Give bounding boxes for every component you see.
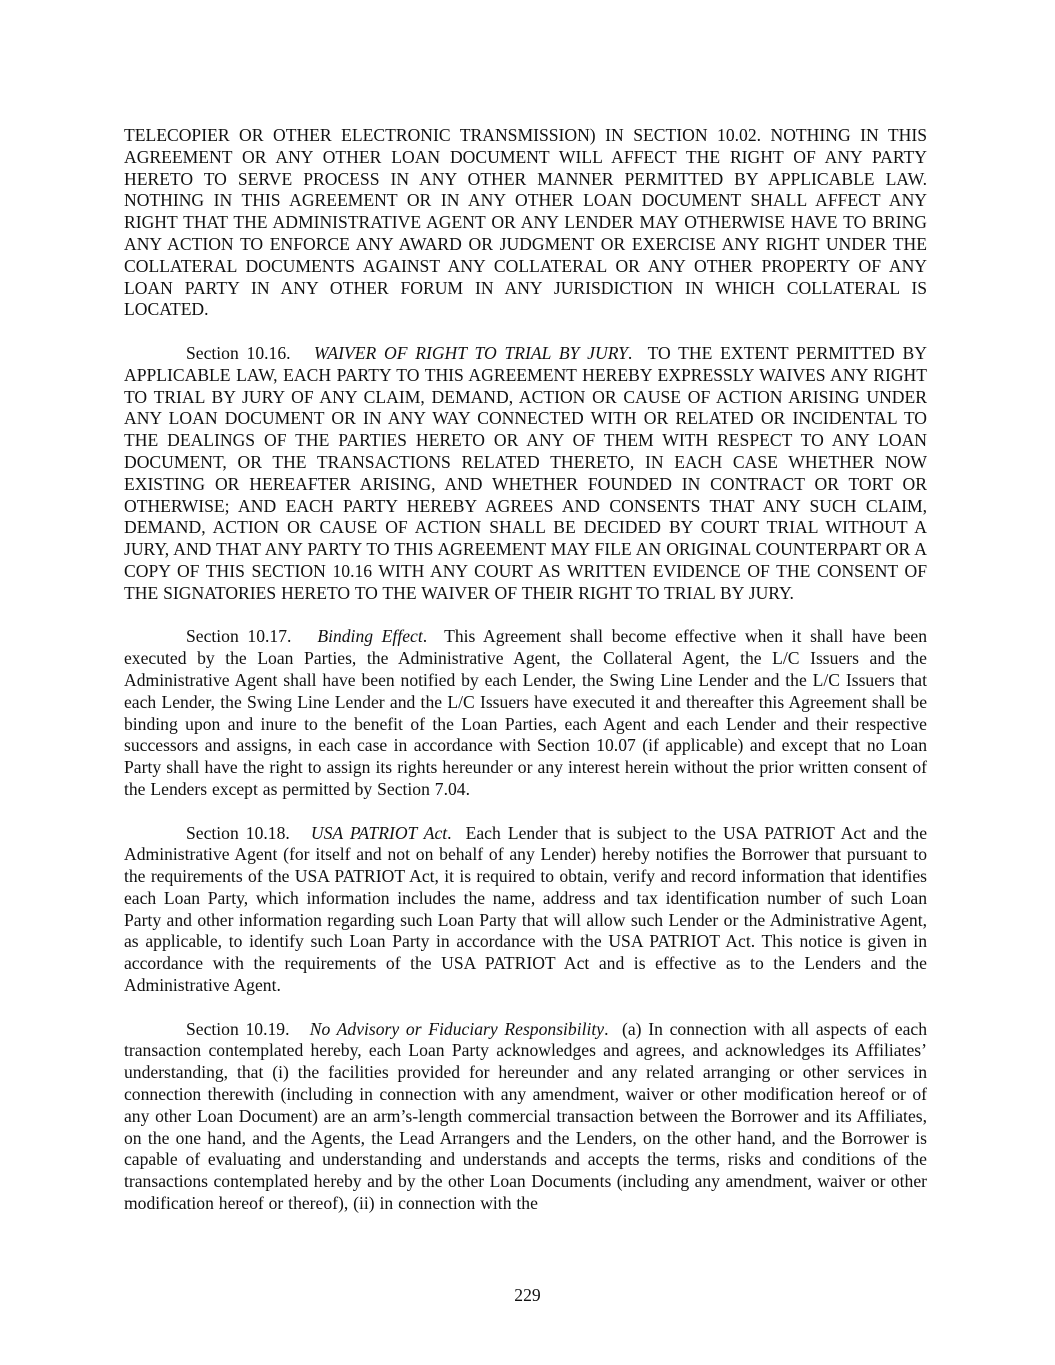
section-10-19: Section 10.19. No Advisory or Fiduciary Responsibility. (a) In connection with all aspects of each transaction contemplated hereby, each Loan Party acknowledges and agrees, and acknowledges its Affiliates’ understanding, that (i) the facilities provided for hereunder and any related arranging or other services in connection therewith (including in connection with any amendment, waiver or other modification hereof or of any other Loan Document) are an arm’s-length commercial transaction between the Borrower and its Affiliates, on the one hand, and the Agents, the Lead Arrangers and the Lenders, on the other hand, and the Borrower is capable of evaluating and understanding and understands and accepts the terms, risks and conditions of the transactions contemplated hereby and by the other Loan Documents (including any amendment, waiver or other modification hereof or thereof), (ii) in connection with the [124, 1018, 928, 1214]
document-page [124, 125, 927, 1237]
section-title: USA PATRIOT Act [310, 822, 448, 843]
section-title: WAIVER OF RIGHT TO TRIAL BY JURY [313, 342, 628, 363]
section-label: Section 10.18. [186, 822, 290, 843]
page-number: 229 [514, 1285, 541, 1305]
section-10-17: Section 10.17. Binding Effect. This Agreement shall become effective when it shall have been executed by the Loan Parties, the Administrative Agent, the Collateral Agent, the L/C Issuers and the Administrative Agent shall have been notified by each Lender, the Swing Line Lender and the L/C Issuers that each Lender, the Swing Line Lender and the L/C Issuers have executed it and thereafter this Agreement shall be binding upon and inure to the benefit of the Loan Parties, each Agent and each Lender and their respective successors and assigns, in each case in accordance with Section 10.07 (if applicable) and except that no Loan Party shall have the right to assign its rights hereunder or any interest herein without the prior written consent of the Lenders except as permitted by Section 7.04. [124, 626, 928, 799]
section-10-16: Section 10.16. WAIVER OF RIGHT TO TRIAL BY JURY. TO THE EXTENT PERMITTED BY APPLICABLE LAW, EACH PARTY TO THIS AGREEMENT HEREBY EXPRESSLY WAIVES ANY RIGHT TO TRIAL BY JURY OF ANY CLAIM, DEMAND, ACTION OR CAUSE OF ACTION ARISING UNDER ANY LOAN DOCUMENT OR IN ANY WAY CONNECTED WITH OR RELATED OR INCIDENTAL TO THE DEALINGS OF THE PARTIES HERETO OR ANY OF THEM WITH RESPECT TO ANY LOAN DOCUMENT, OR THE TRANSACTIONS RELATED THERETO, IN EACH CASE WHETHER NOW EXISTING OR HEREAFTER ARISING, AND WHETHER FOUNDED IN CONTRACT OR TORT OR OTHERWISE; AND EACH PARTY HEREBY AGREES AND CONSENTS THAT ANY SUCH CLAIM, DEMAND, ACTION OR CAUSE OF ACTION SHALL BE DECIDED BY COURT TRIAL WITHOUT A JURY, AND THAT ANY PARTY TO THIS AGREEMENT MAY FILE AN ORIGINAL COUNTERPART OR A COPY OF THIS SECTION 10.16 WITH ANY COURT AS WRITTEN EVIDENCE OF THE CONSENT OF THE SIGNATORIES HERETO TO THE WAIVER OF THEIR RIGHT TO TRIAL BY JURY. [124, 342, 927, 603]
section-label: Section 10.17. [186, 626, 292, 647]
section-title: No Advisory or Fiduciary Responsibility [309, 1018, 605, 1039]
section-body: (a) In connection with all aspects of each transaction contemplated hereby, each Loan Party acknowledges and agrees, and acknowledges its Affiliates’ understanding, that (i) the facilities provided for hereunder and any related arranging or other services in connection therewith (including in connection with any amendment, waiver or other modification hereof or of any other Loan Document) are an arm’s-length commercial transaction between the Borrower and its Affiliates, on the one hand, and the Agents, the Lead Arrangers and the Lenders, on the other hand, and the Borrower is capable of evaluating and understanding and understands and accepts the terms, risks and conditions of the transactions contemplated hereby and by the other Loan Documents (including any amendment, waiver or other modification hereof or thereof), (ii) in connection with the [124, 1018, 928, 1214]
section-label: Section 10.16. [186, 342, 291, 363]
section-label: Section 10.19. [186, 1018, 290, 1039]
paragraph-continuation [124, 125, 927, 321]
section-title: Binding Effect [317, 626, 423, 647]
section-body: TO THE EXTENT PERMITTED BY APPLICABLE LAW, EACH PARTY TO THIS AGREEMENT HEREBY EXPRESSLY WAIVES ANY RIGHT TO TRIAL BY JURY OF ANY CLAIM, DEMAND, ACTION OR CAUSE OF ACTION ARISING UNDER ANY LOAN DOCUMENT OR IN ANY WAY CONNECTED WITH OR RELATED OR INCIDENTAL TO THE DEALINGS OF THE PARTIES HERETO OR ANY OF THEM WITH RESPECT TO ANY LOAN DOCUMENT, OR THE TRANSACTIONS RELATED THERETO, IN EACH CASE WHETHER NOW EXISTING OR HEREAFTER ARISING, AND WHETHER FOUNDED IN CONTRACT OR TORT OR OTHERWISE; AND EACH PARTY HEREBY AGREES AND CONSENTS THAT ANY SUCH CLAIM, DEMAND, ACTION OR CAUSE OF ACTION SHALL BE DECIDED BY COURT TRIAL WITHOUT A JURY, AND THAT ANY PARTY TO THIS AGREEMENT MAY FILE AN ORIGINAL COUNTERPART OR A COPY OF THIS SECTION 10.16 WITH ANY COURT AS WRITTEN EVIDENCE OF THE CONSENT OF THE SIGNATORIES HERETO TO THE WAIVER OF THEIR RIGHT TO TRIAL BY JURY. [124, 342, 927, 603]
section-10-18: Section 10.18. USA PATRIOT Act. Each Lender that is subject to the USA PATRIOT Act and the Administrative Agent (for itself and not on behalf of any Lender) hereby notifies the Borrower that pursuant to the requirements of the USA PATRIOT Act, it is required to obtain, verify and record information that identifies each Loan Party, which information includes the name, address and tax identification number of such Loan Party and other information regarding such Loan Party that will allow such Lender or the Administrative Agent, as applicable, to identify such Loan Party in accordance with the USA PATRIOT Act. This notice is given in accordance with the requirements of the USA PATRIOT Act and is effective as to the Lenders and the Administrative Agent. [124, 822, 928, 996]
section-body: This Agreement shall become effective when it shall have been executed by the Loan Parties, the Administrative Agent, the Collateral Agent, the L/C Issuers and the Administrative Agent shall have been notified by each Lender, the Swing Line Lender and the L/C Issuers that each Lender, the Swing Line Lender and the L/C Issuers have executed it and thereafter this Agreement shall be binding upon and inure to the benefit of the Loan Parties, each Agent and each Lender and their respective successors and assigns, in each case in accordance with Section 10.07 (if applicable) and except that no Loan Party shall have the right to assign its rights hereunder or any interest herein without the prior written consent of the Lenders except as permitted by Section 7.04. [124, 626, 928, 799]
section-body: Each Lender that is subject to the USA PATRIOT Act and the Administrative Agent (for itself and not on behalf of any Lender) hereby notifies the Borrower that pursuant to the requirements of the USA PATRIOT Act, it is required to obtain, verify and record information that identifies each Loan Party, which information includes the name, address and tax identification number of such Loan Party and other information regarding such Loan Party that will allow such Lender or the Administrative Agent, as applicable, to identify such Loan Party in accordance with the USA PATRIOT Act. This notice is given in accordance with the requirements of the USA PATRIOT Act and is effective as to the Lenders and the Administrative Agent. [124, 822, 928, 996]
paragraph-body: TELECOPIER OR OTHER ELECTRONIC TRANSMISSION) IN SECTION 10.02. NOTHING IN THIS AGREEMENT OR ANY OTHER LOAN DOCUMENT WILL AFFECT THE RIGHT OF ANY PARTY HERETO TO SERVE PROCESS IN ANY OTHER MANNER PERMITTED BY APPLICABLE LAW. NOTHING IN THIS AGREEMENT OR IN ANY OTHER LOAN DOCUMENT SHALL AFFECT ANY RIGHT THAT THE ADMINISTRATIVE AGENT OR ANY LENDER MAY OTHERWISE HAVE TO BRING ANY ACTION TO ENFORCE ANY AWARD OR JUDGMENT OR EXERCISE ANY RIGHT UNDER THE COLLATERAL DOCUMENTS AGAINST ANY COLLATERAL OR ANY OTHER PROPERTY OF ANY LOAN PARTY IN ANY OTHER FORUM IN ANY JURISDICTION IN WHICH COLLATERAL IS LOCATED. [124, 125, 927, 320]
